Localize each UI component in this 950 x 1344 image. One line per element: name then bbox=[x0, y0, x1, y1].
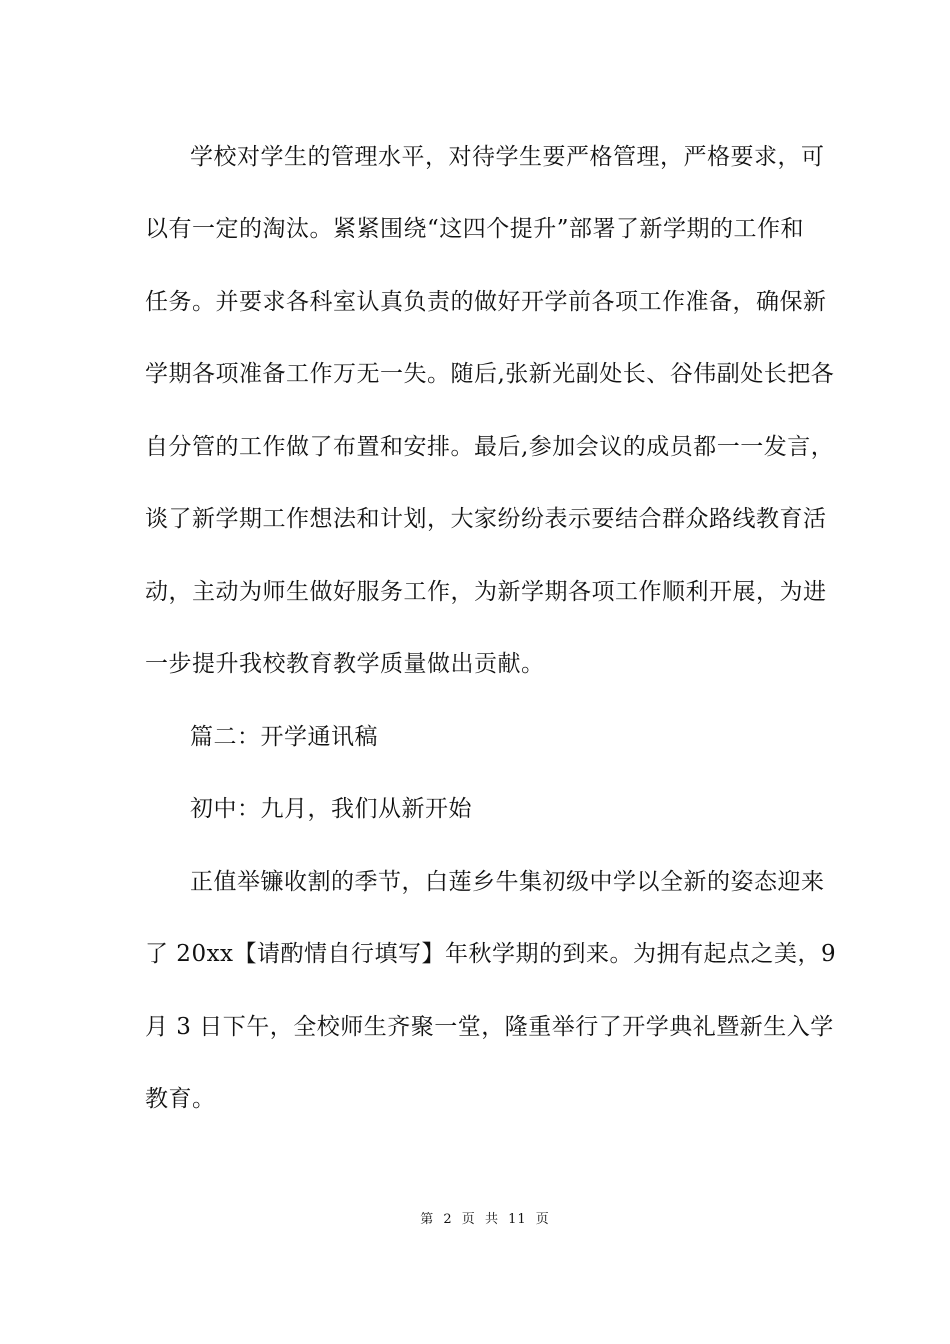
paragraph-line: 学期各项准备工作万无一失。随后,张新光副处长、谷伟副处长把各 bbox=[145, 361, 835, 387]
footer-suffix: 页 bbox=[535, 1212, 550, 1227]
paragraph-line: 动，主动为师生做好服务工作，为新学期各项工作顺利开展，为进 bbox=[145, 579, 827, 605]
paragraph-line: 以有一定的淘汰。紧紧围绕“这四个提升”部署了新学期的工作和 bbox=[145, 216, 805, 242]
paragraph-line: 学校对学生的管理水平，对待学生要严格管理，严格要求，可 bbox=[190, 144, 825, 170]
paragraph-line: 谈了新学期工作想法和计划，大家纷纷表示要结合群众路线教育活 bbox=[145, 506, 827, 532]
page-footer bbox=[0, 1208, 950, 1227]
footer-total-word: 共 bbox=[484, 1212, 499, 1227]
section-subtitle: 初中：九月，我们从新开始 bbox=[190, 796, 472, 822]
section-title: 篇二：开学通讯稿 bbox=[190, 724, 378, 750]
footer-prefix: 第 bbox=[420, 1212, 435, 1227]
paragraph-line: 正值举镰收割的季节，白莲乡牛集初级中学以全新的姿态迎来 bbox=[190, 869, 825, 895]
footer-page-number: 2 bbox=[443, 1212, 453, 1227]
paragraph-line: 一步提升我校教育教学质量做出贡献。 bbox=[145, 651, 545, 677]
paragraph-line: 教育。 bbox=[145, 1086, 216, 1112]
footer-page-word: 页 bbox=[461, 1212, 476, 1227]
paragraph-line: 了 20xx【请酌情自行填写】年秋学期的到来。为拥有起点之美，9 bbox=[145, 941, 837, 967]
paragraph-line: 自分管的工作做了布置和安排。最后,参加会议的成员都一一发言， bbox=[145, 434, 835, 460]
paragraph-line: 任务。并要求各科室认真负责的做好开学前各项工作准备，确保新 bbox=[145, 289, 827, 315]
paragraph-line: 月 3 日下午，全校师生齐聚一堂，隆重举行了开学典礼暨新生入学 bbox=[145, 1014, 834, 1040]
footer-total-pages: 11 bbox=[508, 1212, 527, 1227]
